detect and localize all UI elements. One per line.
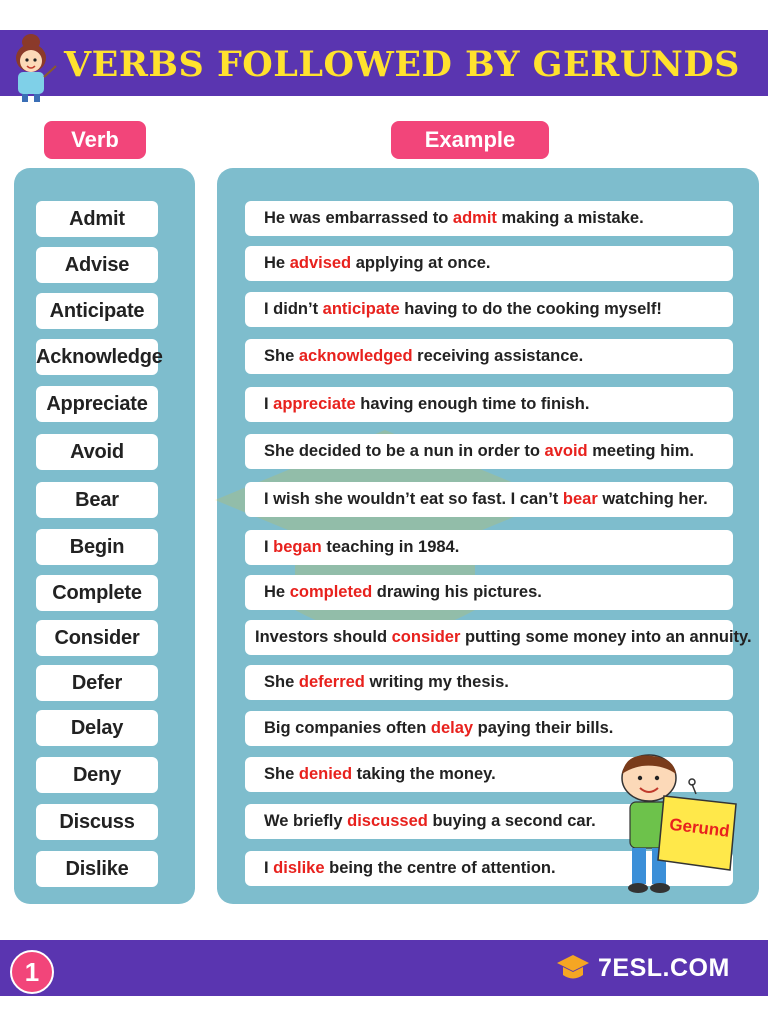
sentence-text: putting some money into an annuity. bbox=[460, 628, 752, 646]
verb-column-header: Verb bbox=[44, 121, 146, 159]
highlighted-verb: bear bbox=[562, 490, 598, 508]
highlighted-verb: advised bbox=[289, 254, 352, 272]
graduation-cap-icon bbox=[556, 953, 590, 983]
verb-item: Dislike bbox=[36, 851, 158, 887]
sentence-text: Big companies often bbox=[264, 719, 431, 737]
example-sentence bbox=[245, 434, 733, 469]
verb-item: Discuss bbox=[36, 804, 158, 840]
sentence-text: being the centre of attention. bbox=[324, 859, 556, 877]
verb-item: Delay bbox=[36, 710, 158, 746]
highlighted-verb: appreciate bbox=[273, 395, 356, 413]
sentence-text: writing my thesis. bbox=[364, 673, 509, 691]
highlighted-verb: discussed bbox=[347, 812, 428, 830]
brand-logo-text: 7ESL.COM bbox=[598, 954, 730, 982]
sentence-text: watching her. bbox=[597, 490, 708, 508]
example-sentence bbox=[245, 665, 733, 700]
highlighted-verb: deferred bbox=[298, 673, 365, 691]
example-sentence bbox=[245, 339, 733, 374]
highlighted-verb: admit bbox=[452, 209, 497, 227]
sentence-text: He was embarrassed to bbox=[264, 209, 453, 227]
highlighted-verb: avoid bbox=[544, 442, 588, 460]
highlighted-verb: anticipate bbox=[322, 300, 400, 318]
sentence-text: making a mistake. bbox=[496, 209, 644, 227]
example-sentence bbox=[245, 575, 733, 610]
sentence-text: taking the money. bbox=[352, 765, 496, 783]
example-sentence bbox=[245, 482, 733, 517]
sentence-text: We briefly bbox=[264, 812, 348, 830]
sentence-text: I bbox=[264, 538, 274, 556]
sentence-text: Investors should bbox=[255, 628, 392, 646]
verb-item: Admit bbox=[36, 201, 158, 237]
sentence-text: She bbox=[264, 673, 299, 691]
example-sentence bbox=[245, 620, 752, 655]
verb-item: Deny bbox=[36, 757, 158, 793]
sentence-text: She decided to be a nun in order to bbox=[264, 442, 545, 460]
verb-item: Consider bbox=[36, 620, 158, 656]
sentence-text: drawing his pictures. bbox=[372, 583, 542, 601]
verb-item: Bear bbox=[36, 482, 158, 518]
highlighted-verb: delay bbox=[430, 719, 474, 737]
page-title: VERBS FOLLOWED BY GERUNDS bbox=[64, 44, 740, 85]
verb-item: Complete bbox=[36, 575, 158, 611]
verb-item: Avoid bbox=[36, 434, 158, 470]
verb-item: Defer bbox=[36, 665, 158, 701]
sentence-text: meeting him. bbox=[587, 442, 694, 460]
highlighted-verb: completed bbox=[289, 583, 373, 601]
highlighted-verb: consider bbox=[391, 628, 461, 646]
girl-teacher-icon bbox=[4, 32, 58, 102]
sentence-text: having enough time to finish. bbox=[355, 395, 590, 413]
verb-item: Acknowledge bbox=[36, 339, 158, 375]
example-sentence bbox=[245, 292, 733, 327]
verb-item: Advise bbox=[36, 247, 158, 283]
sentence-text: applying at once. bbox=[351, 254, 491, 272]
sentence-text: buying a second car. bbox=[427, 812, 596, 830]
example-column-header: Example bbox=[391, 121, 549, 159]
page-number-badge: 1 bbox=[10, 950, 54, 994]
verb-item: Appreciate bbox=[36, 386, 158, 422]
sentence-text: She bbox=[264, 765, 299, 783]
highlighted-verb: denied bbox=[298, 765, 353, 783]
sentence-text: He bbox=[264, 254, 290, 272]
sentence-text: I bbox=[264, 859, 274, 877]
highlighted-verb: began bbox=[273, 538, 322, 556]
example-sentence bbox=[245, 711, 733, 746]
highlighted-verb: acknowledged bbox=[298, 347, 413, 365]
sentence-text: having to do the cooking myself! bbox=[399, 300, 662, 318]
example-sentence bbox=[245, 387, 733, 422]
example-sentence bbox=[245, 246, 733, 281]
example-sentence bbox=[245, 201, 733, 236]
sentence-text: paying their bills. bbox=[473, 719, 614, 737]
sentence-text: I didn’t bbox=[264, 300, 323, 318]
gerund-sign-label: Gerund bbox=[668, 814, 731, 841]
example-sentence bbox=[245, 530, 733, 565]
sentence-text: receiving assistance. bbox=[412, 347, 584, 365]
verb-item: Begin bbox=[36, 529, 158, 565]
verb-item: Anticipate bbox=[36, 293, 158, 329]
sentence-text: He bbox=[264, 583, 290, 601]
sentence-text: I bbox=[264, 395, 274, 413]
sentence-text: I wish she wouldn’t eat so fast. I can’t bbox=[264, 490, 563, 508]
boy-with-sign-icon bbox=[612, 752, 742, 900]
sentence-text: teaching in 1984. bbox=[321, 538, 460, 556]
highlighted-verb: dislike bbox=[273, 859, 325, 877]
sentence-text: She bbox=[264, 347, 299, 365]
